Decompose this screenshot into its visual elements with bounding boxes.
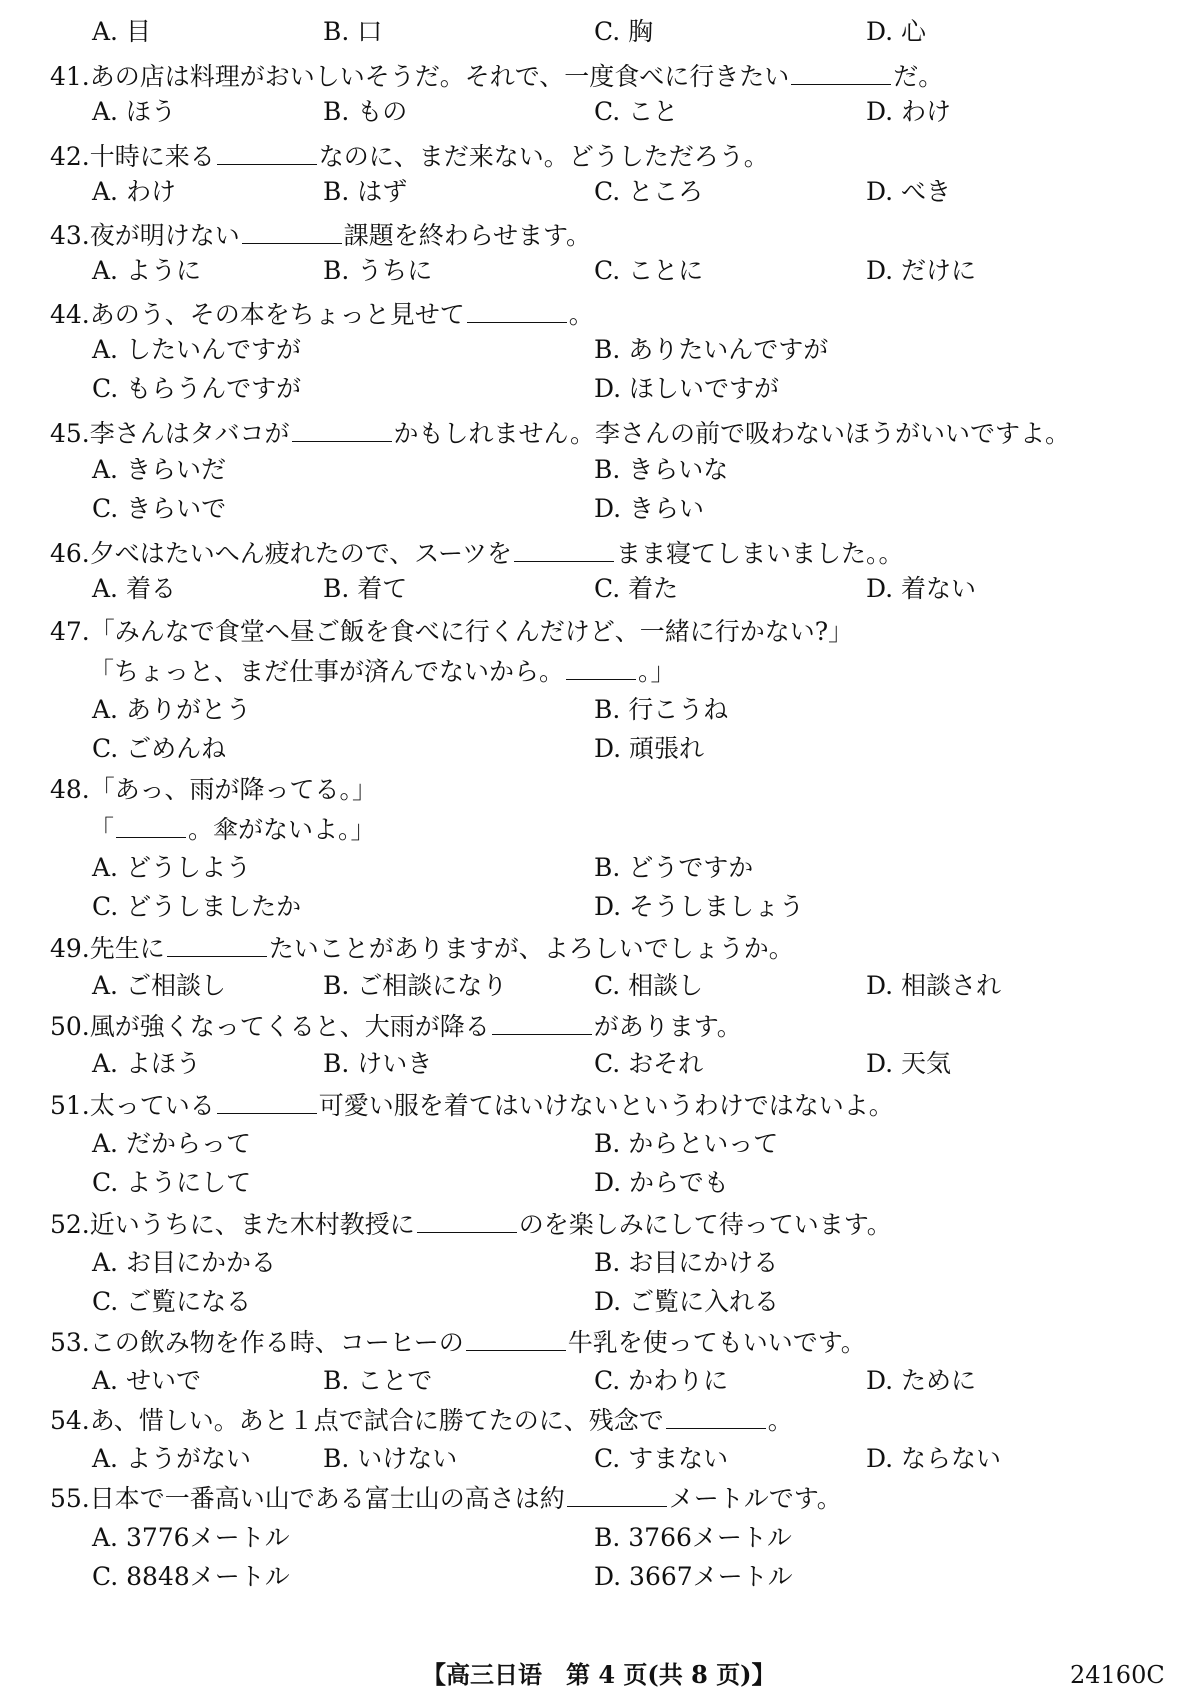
question-stem xyxy=(50,1206,892,1242)
question-number: 45. xyxy=(50,419,90,448)
option-a: A. わけ xyxy=(92,177,176,206)
option-d: D. そうしましょう xyxy=(594,892,805,921)
option-a: A. 着る xyxy=(92,574,176,603)
question-number: 49. xyxy=(50,934,90,963)
answer-blank xyxy=(567,1480,667,1507)
stem-text-after: かもしれません。李さんの前で吸わないほうがいいですよ。 xyxy=(393,419,1071,448)
option-c: C. かわりに xyxy=(594,1366,729,1395)
question-stem xyxy=(50,1402,793,1438)
answer-blank xyxy=(242,217,342,244)
stem-text: 夕べはたいへん疲れたので、スーツを xyxy=(89,539,513,568)
option-b: B. 口 xyxy=(323,17,383,46)
stem-text-after: 。」 xyxy=(638,657,676,686)
option-d: D. ほしいですが xyxy=(594,374,780,403)
option-c: C. ところ xyxy=(594,177,704,206)
dialogue-line-1: 「あっ、雨が降ってる。」 xyxy=(89,775,378,804)
option-c: C. 8848メートル xyxy=(92,1562,290,1591)
question-number: 51. xyxy=(50,1091,90,1120)
answer-blank xyxy=(467,296,567,323)
option-b: B. どうですか xyxy=(594,853,754,882)
option-a: A. よほう xyxy=(92,1049,201,1078)
stem-text: 日本で一番高い山である富士山の高さは約 xyxy=(89,1484,565,1513)
option-d: D. だけに xyxy=(866,256,977,285)
answer-blank xyxy=(466,1324,566,1351)
option-c: C. すまない xyxy=(594,1444,729,1473)
option-d: D. わけ xyxy=(866,97,952,126)
option-c: C. ことに xyxy=(594,256,704,285)
option-b: B. お目にかける xyxy=(594,1248,779,1277)
question-stem xyxy=(50,58,943,94)
option-c: C. 相談し xyxy=(594,971,704,1000)
option-a: A. したいんですが xyxy=(92,335,301,364)
dialogue-line-2 xyxy=(89,811,376,847)
option-a: A. 3776メートル xyxy=(92,1523,290,1552)
option-a: A. せいで xyxy=(92,1366,201,1395)
stem-text: 風が強くなってくると、大雨が降る xyxy=(89,1012,490,1041)
question-number: 46. xyxy=(50,539,90,568)
option-d: D. 頑張れ xyxy=(594,734,705,763)
stem-text: 十時に来る xyxy=(89,142,215,171)
option-b: B. ご相談になり xyxy=(323,971,508,1000)
option-d: D. 3667メートル xyxy=(594,1562,793,1591)
question-number: 48. xyxy=(50,775,90,804)
question-stem xyxy=(50,217,591,253)
question-stem xyxy=(50,1480,842,1516)
stem-text: 太っている xyxy=(89,1091,215,1120)
question-number: 55. xyxy=(50,1484,90,1513)
stem-text-after: だ。 xyxy=(893,62,944,91)
stem-text-after: があります。 xyxy=(593,1012,742,1041)
option-b: B. 行こうね xyxy=(594,695,729,724)
option-a: A. きらいだ xyxy=(92,455,226,484)
answer-blank xyxy=(417,1206,517,1233)
exam-code: 24160C xyxy=(1070,1661,1165,1689)
stem-text: あの店は料理がおいしいそうだ。それで、一度食べに行きたい xyxy=(89,62,790,91)
question-stem xyxy=(50,535,904,571)
option-b: B. からといって xyxy=(594,1129,779,1158)
option-c: C. きらいで xyxy=(92,494,227,523)
question-number: 42. xyxy=(50,142,90,171)
stem-text-after: 可愛い服を着てはいけないというわけではないよ。 xyxy=(318,1091,894,1120)
question-stem xyxy=(50,930,794,966)
option-b: B. ことで xyxy=(323,1366,433,1395)
option-d: D. ために xyxy=(866,1366,977,1395)
stem-text: あのう、その本をちょっと見せて xyxy=(89,300,465,329)
option-a: A. ように xyxy=(92,256,201,285)
option-d: D. ならない xyxy=(866,1444,1002,1473)
dialogue-line-1: 「みんなで食堂へ昼ご飯を食べに行くんだけど、一緒に行かない?」 xyxy=(89,617,854,646)
option-d: D. 天気 xyxy=(866,1049,952,1078)
answer-blank xyxy=(217,1087,317,1114)
option-b: B. ありたいんですが xyxy=(594,335,829,364)
question-number: 44. xyxy=(50,300,90,329)
option-c: C. 胸 xyxy=(594,17,654,46)
option-c: C. ようにして xyxy=(92,1168,252,1197)
option-d: D. からでも xyxy=(594,1168,729,1197)
page-footer-title: 【高三日语 第 4 页(共 8 页)】 xyxy=(422,1660,776,1689)
option-a: A. 目 xyxy=(92,17,151,46)
answer-blank xyxy=(666,1402,766,1429)
question-number: 41. xyxy=(50,62,90,91)
option-d: D. べき xyxy=(866,177,952,206)
question-number: 47. xyxy=(50,617,90,646)
option-b: B. 着て xyxy=(323,574,408,603)
stem-text: 夜が明けない xyxy=(89,221,240,250)
stem-text: 近いうちに、また木村教授に xyxy=(89,1210,415,1239)
option-b: B. けいき xyxy=(323,1049,433,1078)
answer-blank xyxy=(791,58,891,85)
stem-text: この飲み物を作る時、コーヒーの xyxy=(89,1328,464,1357)
question-number: 53. xyxy=(50,1328,90,1357)
option-b: B. もの xyxy=(323,97,408,126)
stem-text: 「ちょっと、まだ仕事が済んでないから。 xyxy=(89,657,565,686)
option-b: B. きらいな xyxy=(594,455,729,484)
answer-blank xyxy=(492,1008,592,1035)
option-d: D. 相談され xyxy=(866,971,1002,1000)
stem-text-after: 。 xyxy=(767,1406,793,1435)
option-a: A. ありがとう xyxy=(92,695,251,724)
stem-text-after: 牛乳を使ってもいいです。 xyxy=(567,1328,866,1357)
stem-text-after: まま寝てしまいました。。 xyxy=(616,539,904,568)
stem-text: 「 xyxy=(89,815,115,844)
option-c: C. おそれ xyxy=(594,1049,704,1078)
option-c: C. こと xyxy=(594,97,679,126)
option-c: C. もらうんですが xyxy=(92,374,302,403)
question-stem xyxy=(50,415,1070,451)
stem-text: あ、惜しい。あと１点で試合に勝てたのに、残念で xyxy=(89,1406,664,1435)
answer-blank xyxy=(167,930,267,957)
dialogue-line-2 xyxy=(89,653,676,689)
question-number: 50. xyxy=(50,1012,90,1041)
option-a: A. ようがない xyxy=(92,1444,251,1473)
option-a: A. ご相談し xyxy=(92,971,226,1000)
answer-blank xyxy=(292,415,392,442)
option-c: C. ご覧になる xyxy=(92,1287,252,1316)
question-stem xyxy=(50,614,853,650)
question-number: 43. xyxy=(50,221,90,250)
stem-text-after: メートルです。 xyxy=(668,1484,842,1513)
question-stem xyxy=(50,138,769,174)
option-b: B. うちに xyxy=(323,256,433,285)
question-stem xyxy=(50,1324,866,1360)
answer-blank xyxy=(566,653,636,680)
question-stem xyxy=(50,772,377,808)
stem-text-after: 課題を終わらせます。 xyxy=(343,221,592,250)
question-stem xyxy=(50,1008,742,1044)
option-d: D. ご覧に入れる xyxy=(594,1287,780,1316)
question-number: 54. xyxy=(50,1406,90,1435)
option-c: C. 着た xyxy=(594,574,679,603)
option-d: D. 心 xyxy=(866,17,927,46)
option-b: B. はず xyxy=(323,177,408,206)
option-a: A. どうしよう xyxy=(92,853,251,882)
option-d: D. きらい xyxy=(594,494,705,523)
stem-text-after: 。 xyxy=(568,300,594,329)
stem-text-after: 。傘がないよ。」 xyxy=(188,815,376,844)
question-stem xyxy=(50,296,594,332)
stem-text: 李さんはタバコが xyxy=(89,419,290,448)
answer-blank xyxy=(217,138,317,165)
stem-text: 先生に xyxy=(89,934,165,963)
option-d: D. 着ない xyxy=(866,574,977,603)
answer-blank xyxy=(116,811,186,838)
option-a: A. ほう xyxy=(92,97,176,126)
option-c: C. どうしましたか xyxy=(92,892,302,921)
option-b: B. 3766メートル xyxy=(594,1523,792,1552)
stem-text-after: のを楽しみにして待っています。 xyxy=(518,1210,892,1239)
question-stem xyxy=(50,1087,894,1123)
stem-text-after: たいことがありますが、よろしいでしょうか。 xyxy=(268,934,794,963)
option-c: C. ごめんね xyxy=(92,734,227,763)
answer-blank xyxy=(514,535,614,562)
stem-text-after: なのに、まだ来ない。どうしただろう。 xyxy=(318,142,769,171)
option-a: A. お目にかかる xyxy=(92,1248,276,1277)
option-b: B. いけない xyxy=(323,1444,458,1473)
question-number: 52. xyxy=(50,1210,90,1239)
option-a: A. だからって xyxy=(92,1129,251,1158)
